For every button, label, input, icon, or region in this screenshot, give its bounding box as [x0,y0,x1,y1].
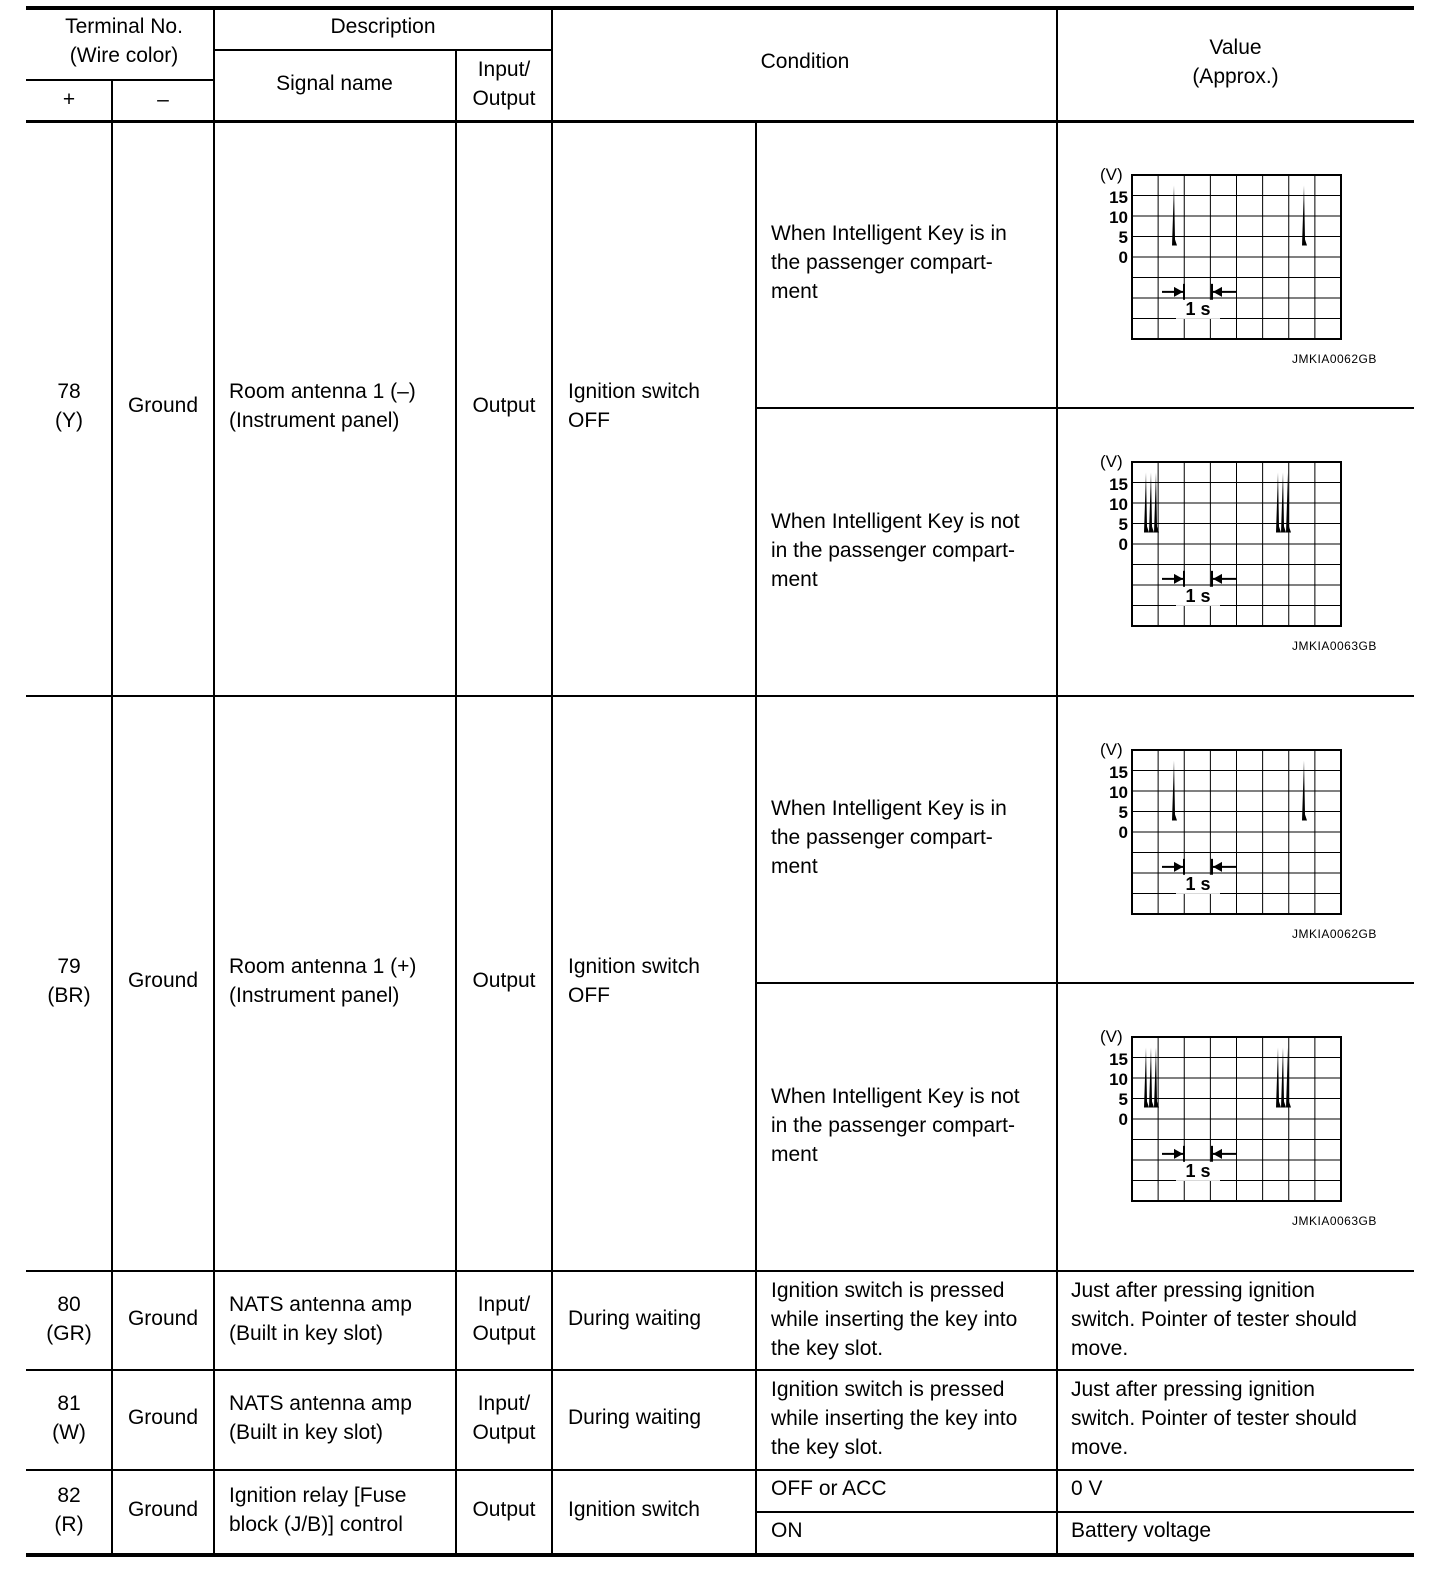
row-80-io: Input/ Output [472,1293,536,1345]
row-81-sub-condition: Ignition switch is pressed while inserting the key into the key slot. [771,1378,1018,1459]
row-79-signal: Room antenna 1 (+) (Instrument panel) [229,955,417,1007]
row-78-ground: Ground [127,394,199,417]
row-78-io: Output [472,394,536,417]
row-79-sub1-condition: When Intelligent Key is in the passenger compart- ment [771,797,1007,878]
header-value: Value (Approx.) [1192,36,1279,88]
waveform-svg [1098,451,1348,631]
time-arrowhead [1213,574,1222,584]
header-plus: + [62,88,76,111]
row-82-ground: Ground [127,1498,199,1521]
subrule-78 [756,407,1414,409]
waveform-unit: (V) [1100,1027,1123,1046]
row-80-signal: NATS antenna amp (Built in key slot) [229,1293,412,1345]
time-arrowhead [1213,862,1222,872]
time-label: 1 s [1185,1160,1211,1181]
waveform-svg [1098,164,1348,344]
waveform-code: JMKIA0063GB [1292,639,1377,653]
waveform-svg [1098,1026,1348,1206]
header-condition: Condition [760,50,850,73]
time-label: 1 s [1185,873,1211,894]
row-82-terminal: 82 (R) [54,1484,84,1536]
table-top-rule [26,6,1414,10]
header-description: Description [330,15,436,38]
waveform-tick: 5 [1118,803,1128,822]
subrule-79 [756,982,1414,984]
time-arrowhead [1213,1149,1222,1159]
vrule-5 [755,121,757,1555]
waveform-79-in [1098,739,1348,919]
waveform-code: JMKIA0063GB [1292,1214,1377,1228]
row-82-signal: Ignition relay [Fuse block (J/B)] control [229,1484,407,1536]
waveform-tick: 0 [1118,248,1128,267]
waveform-tick: 10 [1109,208,1128,227]
row-80-sub-condition: Ignition switch is pressed while inserting the key into the key slot. [771,1279,1018,1360]
waveform-tick: 15 [1109,188,1128,207]
waveform-tick: 5 [1118,1090,1128,1109]
row-80-condition: During waiting [568,1307,702,1330]
waveform-78-in [1098,164,1348,344]
row-81-value: Just after pressing ignition switch. Pointer of tester should move. [1071,1378,1357,1459]
row-79-condition: Ignition switch OFF [568,955,700,1007]
time-label: 1 s [1185,298,1211,319]
row-81-terminal: 81 (W) [52,1392,86,1444]
header-io: Input/ Output [472,58,536,110]
time-arrowhead [1213,287,1222,297]
row-78-signal: Room antenna 1 (–) (Instrument panel) [229,380,416,432]
time-arrowhead [1174,862,1183,872]
header-bottom-rule [26,120,1414,123]
time-arrowhead [1174,574,1183,584]
row-81-signal: NATS antenna amp (Built in key slot) [229,1392,412,1444]
waveform-svg [1098,739,1348,919]
vrule-2 [213,8,215,1555]
waveform-tick: 0 [1118,1110,1128,1129]
row-78-sub2-condition: When Intelligent Key is not in the passenger compart- ment [771,510,1020,591]
waveform-tick: 10 [1109,783,1128,802]
row-78-sub1-condition: When Intelligent Key is in the passenger compart- ment [771,222,1007,303]
header-terminal: Terminal No. (Wire color) [65,15,183,67]
waveform-79-not-in [1098,1026,1348,1206]
time-arrowhead [1174,287,1183,297]
row-rule-81-82 [26,1469,1414,1471]
row-82-condition: Ignition switch [568,1498,700,1521]
row-79-terminal: 79 (BR) [47,955,91,1007]
subrule-82 [756,1511,1414,1513]
waveform-tick: 15 [1109,475,1128,494]
row-80-terminal: 80 (GR) [46,1293,92,1345]
time-arrowhead [1174,1149,1183,1159]
row-rule-79-80 [26,1270,1414,1272]
waveform-tick: 10 [1109,1070,1128,1089]
row-82-sub2-condition: ON [771,1519,803,1542]
row-78-terminal: 78 (Y) [55,380,83,432]
header-rule-terminal [26,79,214,81]
waveform-tick: 15 [1109,763,1128,782]
waveform-unit: (V) [1100,452,1123,471]
row-78-condition: Ignition switch OFF [568,380,700,432]
vrule-6 [1056,8,1058,1555]
header-signal-name: Signal name [276,72,393,95]
waveform-tick: 5 [1118,228,1128,247]
waveform-tick: 0 [1118,535,1128,554]
row-79-sub2-condition: When Intelligent Key is not in the passenger compart- ment [771,1085,1020,1166]
waveform-code: JMKIA0062GB [1292,352,1377,366]
row-rule-78-79 [26,695,1414,697]
time-label: 1 s [1185,585,1211,606]
row-82-io: Output [472,1498,536,1521]
row-rule-80-81 [26,1369,1414,1371]
row-79-io: Output [472,969,536,992]
row-80-ground: Ground [127,1307,199,1330]
waveform-78-not-in [1098,451,1348,631]
row-81-io: Input/ Output [472,1392,536,1444]
row-82-sub1-value: 0 V [1071,1477,1103,1500]
waveform-tick: 10 [1109,495,1128,514]
waveform-tick: 0 [1118,823,1128,842]
row-80-value: Just after pressing ignition switch. Pointer of tester should move. [1071,1279,1357,1360]
header-rule-description [214,49,552,51]
row-81-ground: Ground [127,1406,199,1429]
waveform-tick: 15 [1109,1050,1128,1069]
row-82-sub1-condition: OFF or ACC [771,1477,887,1500]
waveform-unit: (V) [1100,165,1123,184]
waveform-code: JMKIA0062GB [1292,927,1377,941]
table-bottom-rule [26,1553,1414,1557]
header-minus: – [157,88,169,111]
row-79-ground: Ground [127,969,199,992]
waveform-unit: (V) [1100,740,1123,759]
waveform-tick: 5 [1118,515,1128,534]
row-81-condition: During waiting [568,1406,702,1429]
row-82-sub2-value: Battery voltage [1071,1519,1212,1542]
